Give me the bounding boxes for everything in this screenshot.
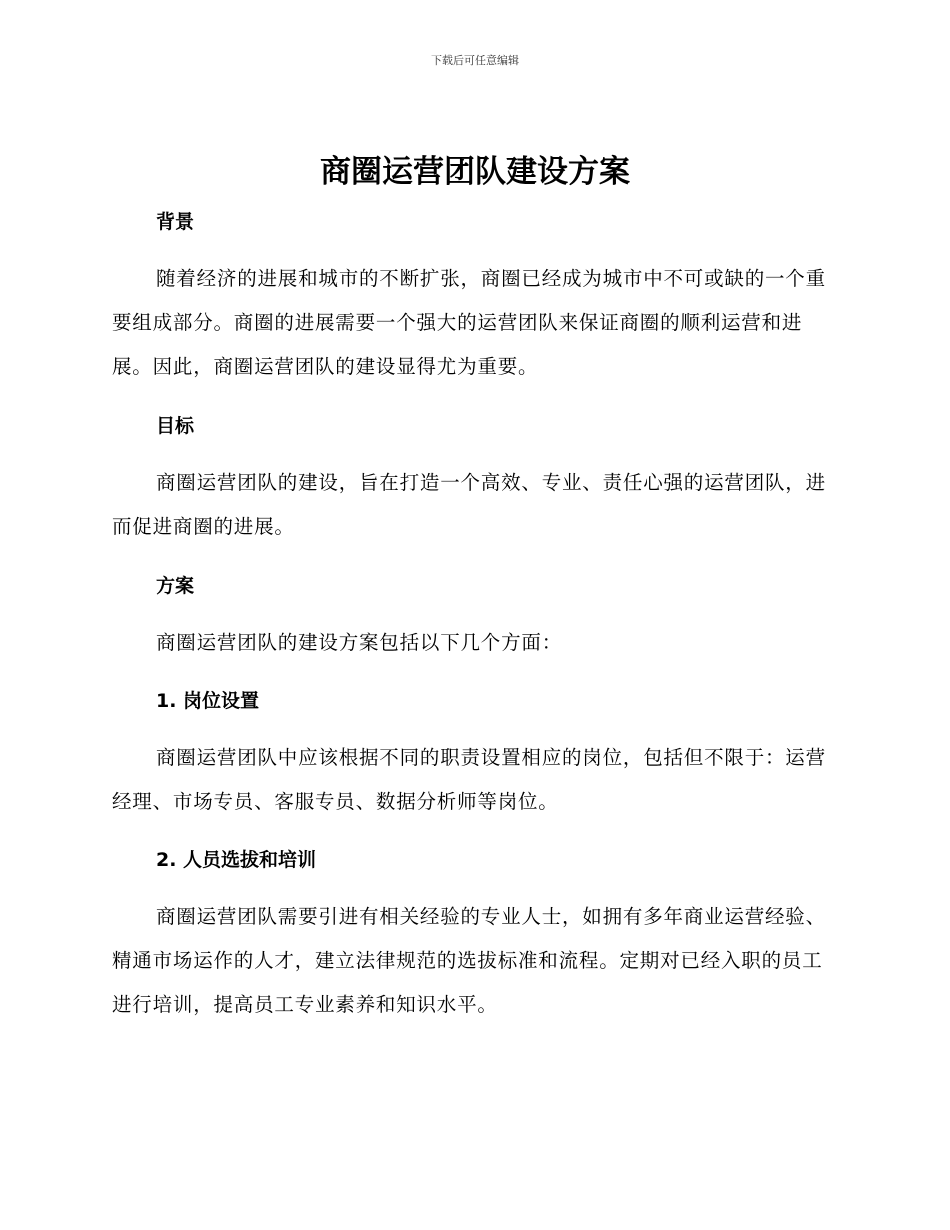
section-heading-goal: 目标 (156, 415, 195, 437)
section-heading-plan: 方案 (156, 575, 195, 597)
section-heading-recruitment-training: 2. 人员选拔和培训 (156, 849, 317, 871)
section-heading-positions: 1. 岗位设置 (156, 690, 260, 712)
section-paragraph-plan: 商圈运营团队的建设方案包括以下几个方面： (156, 631, 563, 654)
section-paragraph-recruitment-training: 商圈运营团队需要引进有相关经验的专业人士，如拥有多年商业运营经验、精通市场运作的人才，建立法律规范的选拔标准和流程。定期对已经入职的员工进行培训，提高员工专业素养和知识水平。 (112, 905, 826, 1016)
section-paragraph-goal: 商圈运营团队的建设，旨在打造一个高效、专业、责任心强的运营团队，进而促进商圈的进展。 (112, 471, 826, 538)
page-header-note: 下载后可任意编辑 (431, 54, 519, 67)
document-title: 商圈运营团队建设方案 (320, 154, 630, 190)
section-paragraph-background: 随着经济的进展和城市的不断扩张，商圈已经成为城市中不可或缺的一个重要组成部分。商圈的进展需要一个强大的运营团队来保证商圈的顺利运营和进展。因此，商圈运营团队的建设显得尤为重要。 (112, 267, 826, 378)
section-heading-background: 背景 (156, 211, 195, 233)
section-paragraph-positions: 商圈运营团队中应该根据不同的职责设置相应的岗位，包括但不限于：运营经理、市场专员、客服专员、数据分析师等岗位。 (112, 746, 826, 813)
